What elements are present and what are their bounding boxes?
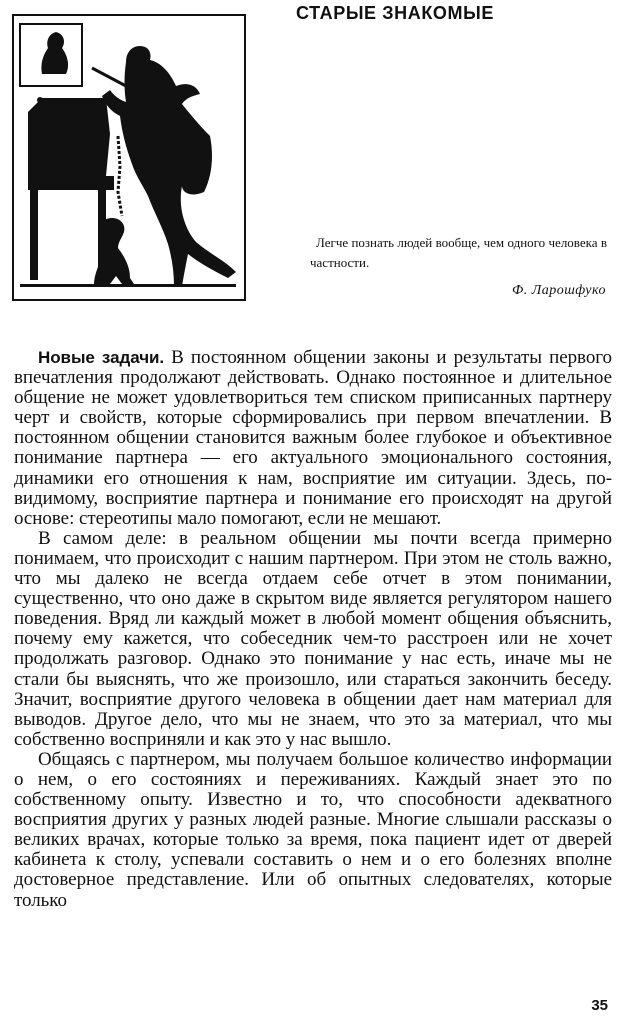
paragraph-1 [14,348,612,529]
main-text [14,348,612,911]
epigraph-quote: Легче познать людей вообще, чем одного человека в частности. [310,235,607,270]
desk-shelf [28,176,114,190]
man-silhouette [102,46,236,286]
portrait-silhouette [41,32,68,74]
page-heading: СТАРЫЕ ЗНАКОМЫЕ [296,3,494,23]
desk-ornament [37,97,43,103]
floor-line [20,284,236,287]
chain [118,136,122,216]
paragraph-3: Общаясь с партнером, мы получаем большое количество информации о нем, о его состояниях и переживаниях. Каждый знает это по собственному опыту. Известно и то, что способности адекватного восприятия других у разных людей разные. Многие слышали рассказы о великих врачах, которые только за время, пока пациент идет от дверей кабинета к столу, успевали составить о нем и о его болезнях вполне достоверное представление. Или об опытных следователях, которые только [14,748,612,911]
paragraph-2: В самом деле: в реальном общении мы почти всегда примерно понимаем, что происходит с нашим партнером. При этом не столь важно, что мы далеко не всегда отдаем себе отчет в этом понимании, существенно, что оно даже в скрытом виде является регулятором нашего поведения. Вряд ли каждый может в любой момент общения объяснить, почему ему кажется, что собеседник чем-то расстроен или не хочет продолжать разговор. Однако это понимание у нас есть, иначе мы не стали бы выяснять, что же произошло, или стараться закончить беседу. Значит, восприятие другого человека в общении дает нам материал для выводов. Другое дело, что мы не знаем, что это за материал, что мы собственно восприняли и как это у нас вышло. [14,527,612,750]
silhouette-illustration [12,14,246,301]
epigraph-author: Ф. Ларошфуко [511,283,606,298]
desk-leg-left [30,190,38,280]
quill [92,68,126,86]
page-number: 35 [591,997,608,1014]
paragraph-1-text: В постоянном общении законы и результаты первого впечатления продолжают действовать. Однако постоянное и длительное общение не может удовлетвориться тем списком приписанных партнеру черт и свойств, которые сформировались при первом впечатлении. В постоянном общении становится важным более глубокое и объективное понимание партнера — его актуального эмоционального состояния, динамики его отношения к нам, восприятие им ситуации. Здесь, по-видимому, восприятие партнера и понимание его происходят на другой основе: стереотипы мало помогают, если не мешают. [14,347,612,529]
desk-top [28,98,110,176]
section-lead-in: Новые задачи. [38,348,165,367]
silhouette-drawing [14,16,244,299]
